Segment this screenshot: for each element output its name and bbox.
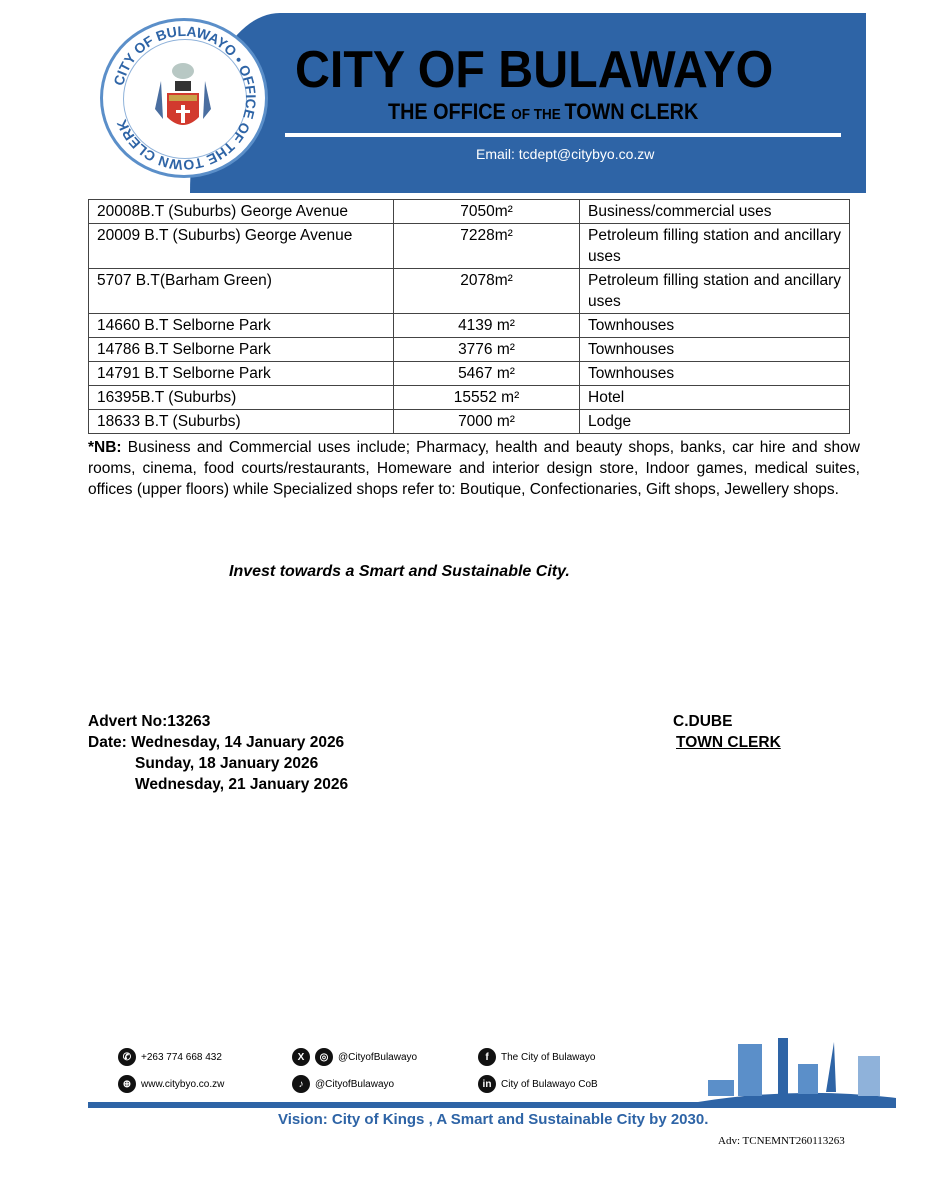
stand-number: 16395B.T (Suburbs) <box>89 386 394 410</box>
stand-size: 7000 m² <box>394 410 580 434</box>
tiktok-icon: ♪ <box>292 1075 310 1093</box>
x-icon: X <box>292 1048 310 1066</box>
signature-block <box>673 711 781 753</box>
table-row <box>89 410 850 434</box>
whatsapp-icon: ✆ <box>118 1048 136 1066</box>
linkedin-icon: in <box>478 1075 496 1093</box>
slogan: Invest towards a Smart and Sustainable City. <box>229 563 570 580</box>
proposed-use: Business/commercial uses <box>580 200 850 224</box>
table-row <box>89 269 850 314</box>
stand-number: 14791 B.T Selborne Park <box>89 362 394 386</box>
stand-number: 20009 B.T (Suburbs) George Avenue <box>89 224 394 269</box>
stand-size: 4139 m² <box>394 314 580 338</box>
linkedin-contact[interactable]: in City of Bulawayo CoB <box>478 1075 598 1093</box>
table-row <box>89 224 850 269</box>
table-row <box>89 362 850 386</box>
nb-note: *NB: Business and Commercial uses include; Pharmacy, health and beauty shops, banks, car hire and show rooms, cinema, food courts/restaurants, Homeware and interior design store, Indoor games, medical suites, offices (upper floors) while Specialized shops refer to: Boutique, Confectionaries, Gift shops, Jewellery shops. <box>88 439 860 498</box>
town-clerk-seal-logo <box>100 18 268 178</box>
table-row <box>89 314 850 338</box>
date-2: Sunday, 18 January 2026 <box>135 755 319 772</box>
advert-reference: Adv: TCNEMNT260113263 <box>718 1135 845 1147</box>
date-3: Wednesday, 21 January 2026 <box>135 776 349 793</box>
proposed-use: Townhouses <box>580 314 850 338</box>
proposed-use: Townhouses <box>580 338 850 362</box>
stand-number: 18633 B.T (Suburbs) <box>89 410 394 434</box>
facebook-contact[interactable]: f The City of Bulawayo <box>478 1048 596 1066</box>
advert-details: Advert No:13263 Date: Wednesday, 14 January 2026 Sunday, 18 January 2026 Wednesday, 21 January 2026 <box>88 713 349 793</box>
proposed-use: Lodge <box>580 410 850 434</box>
instagram-icon: ◎ <box>315 1048 333 1066</box>
stand-size: 7228m² <box>394 224 580 269</box>
tiktok-contact[interactable]: ♪ @CityofBulawayo <box>292 1075 394 1093</box>
signatory-name: C.DUBE <box>673 713 733 730</box>
table-row <box>89 200 850 224</box>
date-1: Wednesday, 14 January 2026 <box>131 734 345 751</box>
table-row <box>89 386 850 410</box>
footer-divider <box>88 1102 896 1108</box>
advert-number: Advert No:13263 <box>88 713 211 730</box>
signatory-title: TOWN CLERK <box>676 734 781 751</box>
stand-size: 3776 m² <box>394 338 580 362</box>
facebook-icon: f <box>478 1048 496 1066</box>
proposed-use: Hotel <box>580 386 850 410</box>
phone-contact: ✆ +263 774 668 432 <box>118 1048 222 1066</box>
stand-size: 7050m² <box>394 200 580 224</box>
stand-size: 15552 m² <box>394 386 580 410</box>
table-row <box>89 338 850 362</box>
proposed-use: Townhouses <box>580 362 850 386</box>
stand-size: 2078m² <box>394 269 580 314</box>
page-title: CITY OF BULAWAYO <box>295 41 774 99</box>
stand-size: 5467 m² <box>394 362 580 386</box>
subtitle: THE OFFICE OF THE TOWN CLERK <box>388 99 699 124</box>
website-contact[interactable]: ⊕ www.citybyo.co.zw <box>118 1075 224 1093</box>
proposed-use: Petroleum filling station and ancillary uses <box>580 224 850 269</box>
vision-statement: Vision: City of Kings , A Smart and Sustainable City by 2030. <box>278 1111 709 1128</box>
header-email: Email: tcdept@citybyo.co.zw <box>476 146 655 162</box>
stand-number: 14660 B.T Selborne Park <box>89 314 394 338</box>
stand-number: 20008B.T (Suburbs) George Avenue <box>89 200 394 224</box>
proposed-use: Petroleum filling station and ancillary uses <box>580 269 850 314</box>
stand-number: 5707 B.T(Barham Green) <box>89 269 394 314</box>
x-instagram-contact[interactable]: X ◎ @CityofBulawayo <box>292 1048 417 1066</box>
globe-icon: ⊕ <box>118 1075 136 1093</box>
stand-number: 14786 B.T Selborne Park <box>89 338 394 362</box>
stands-table <box>88 199 850 434</box>
city-skyline-icon <box>698 1036 896 1104</box>
coat-of-arms-icon <box>153 59 213 139</box>
seal-text: CITY OF BULAWAYO • OFFICE OF THE TOWN CLERK <box>110 22 260 174</box>
header-divider <box>285 133 841 137</box>
